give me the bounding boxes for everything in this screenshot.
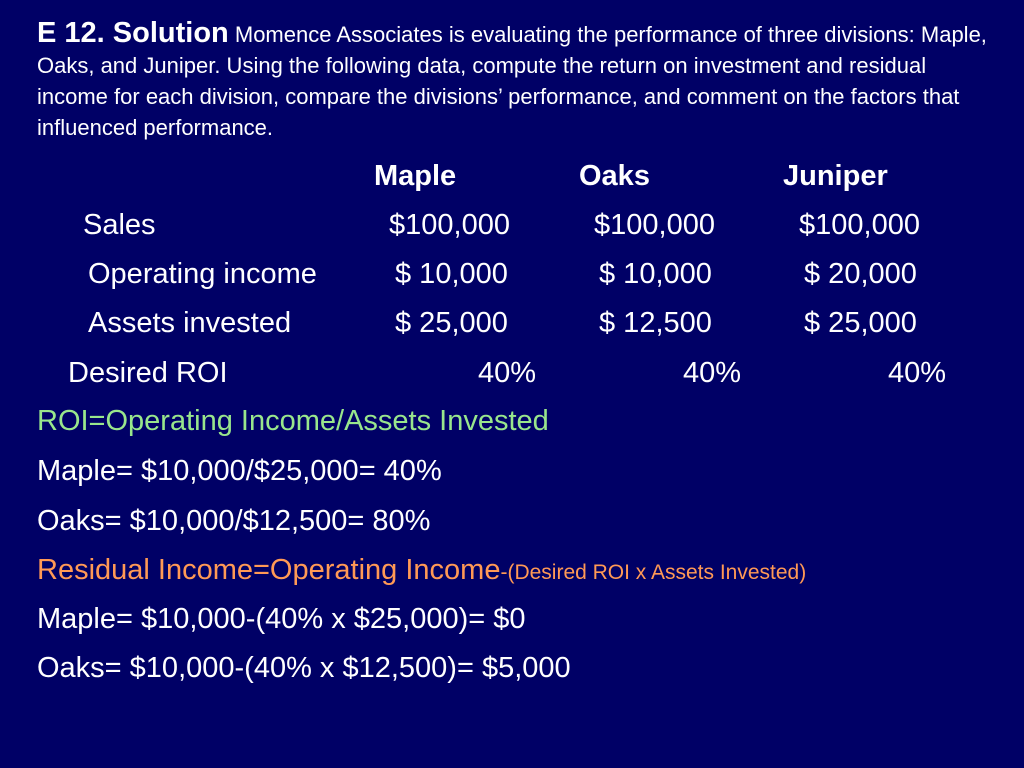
slide-heading: E 12. Solution bbox=[37, 17, 229, 49]
cell-operating-income-oaks: $ 10,000 bbox=[599, 258, 712, 290]
problem-statement bbox=[37, 18, 997, 143]
cell-sales-oaks: $100,000 bbox=[594, 209, 715, 241]
cell-sales-juniper: $100,000 bbox=[799, 209, 920, 241]
cell-sales-maple: $100,000 bbox=[389, 209, 510, 241]
column-header-oaks: Oaks bbox=[579, 160, 650, 192]
row-label-assets-invested: Assets invested bbox=[88, 307, 292, 339]
residual-income-formula-tail: -(Desired ROI x Assets Invested) bbox=[500, 561, 807, 584]
cell-assets-invested-oaks: $ 12,500 bbox=[599, 307, 712, 339]
cell-desired-roi-oaks: 40% bbox=[683, 357, 742, 389]
ri-maple-calc: Maple= $10,000-(40% x $25,000)= $0 bbox=[37, 603, 526, 635]
residual-income-formula bbox=[37, 554, 806, 587]
cell-assets-invested-maple: $ 25,000 bbox=[395, 307, 508, 339]
cell-desired-roi-maple: 40% bbox=[478, 357, 537, 389]
cell-operating-income-juniper: $ 20,000 bbox=[804, 258, 917, 290]
column-header-juniper: Juniper bbox=[783, 160, 888, 192]
roi-formula: ROI=Operating Income/Assets Invested bbox=[37, 405, 549, 437]
cell-assets-invested-juniper: $ 25,000 bbox=[804, 307, 917, 339]
column-header-maple: Maple bbox=[374, 160, 457, 192]
residual-income-formula-main: Residual Income=Operating Income bbox=[37, 554, 501, 586]
roi-maple-calc: Maple= $10,000/$25,000= 40% bbox=[37, 455, 442, 487]
cell-desired-roi-juniper: 40% bbox=[888, 357, 947, 389]
row-label-desired-roi: Desired ROI bbox=[68, 357, 228, 389]
roi-oaks-calc: Oaks= $10,000/$12,500= 80% bbox=[37, 505, 431, 537]
problem-text: Momence Associates is evaluating the performance of three divisions: Maple, Oaks, and Juniper. Using the following data, compute the return on investment and residual income for each division, compare the divisions’ performance, and comment on the factors that influenced performance. bbox=[37, 22, 987, 140]
ri-oaks-calc: Oaks= $10,000-(40% x $12,500)= $5,000 bbox=[37, 652, 571, 684]
cell-operating-income-maple: $ 10,000 bbox=[395, 258, 508, 290]
row-label-operating-income: Operating income bbox=[88, 258, 317, 290]
row-label-sales: Sales bbox=[83, 209, 156, 241]
